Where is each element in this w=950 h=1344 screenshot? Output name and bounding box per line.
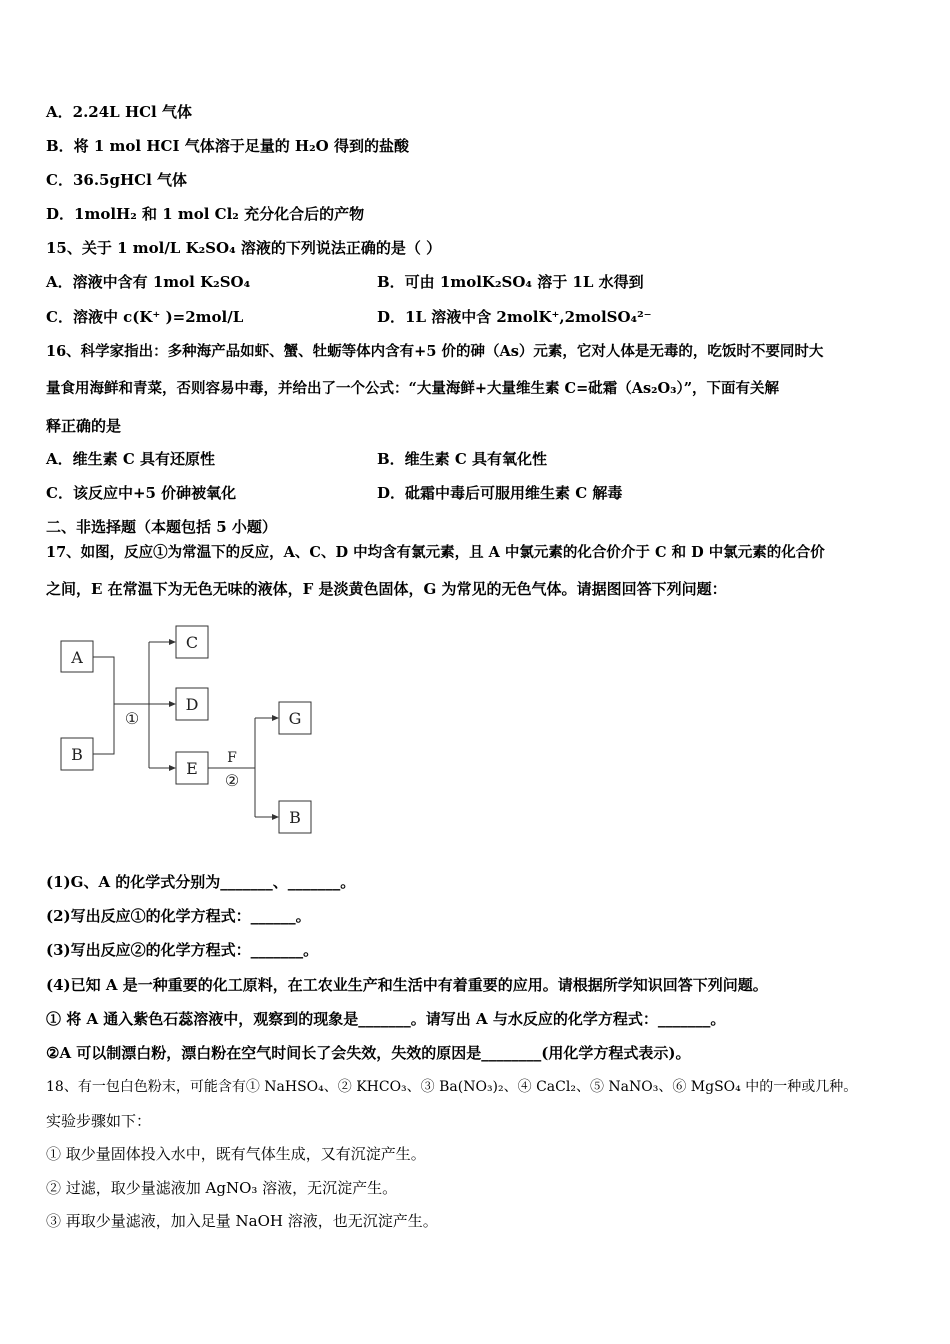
q17-part-1: (1)G、A 的化学式分别为_______、_______。 bbox=[46, 873, 356, 891]
q14-option-d: D．1molH₂ 和 1 mol Cl₂ 充分化合后的产物 bbox=[46, 205, 365, 223]
q17-part-4-1: ① 将 A 通入紫色石蕊溶液中，观察到的现象是_______。请写出 A 与水反应的化学方程式：_______。 bbox=[46, 1010, 726, 1028]
arrowhead-e bbox=[169, 765, 176, 771]
q18-steps-title: 实验步骤如下： bbox=[46, 1112, 152, 1130]
reagent-f-label: F bbox=[227, 750, 237, 766]
q18-step-1: ① 取少量固体投入水中，既有气体生成，又有沉淀产生。 bbox=[46, 1145, 426, 1163]
box-c-label: C bbox=[185, 633, 199, 652]
q15-option-c: C．溶液中 c(K⁺ )=2mol/L bbox=[46, 308, 244, 326]
q14-option-c: C．36.5gHCl 气体 bbox=[46, 171, 187, 189]
q15-option-d: D．1L 溶液中含 2molK⁺,2molSO₄²⁻ bbox=[377, 308, 652, 326]
box-b-left-label: B bbox=[71, 745, 83, 764]
q14-option-b: B．将 1 mol HCI 气体溶于足量的 H₂O 得到的盐酸 bbox=[46, 137, 409, 155]
reaction-2-label: ② bbox=[224, 771, 240, 790]
q16-stem-line-1: 16、科学家指出：多种海产品如虾、蟹、牡蛎等体内含有+5 价的砷（As）元素，它对人体是无毒的，吃饭时不要同时大 bbox=[46, 343, 824, 360]
q15-option-a: A．溶液中含有 1mol K₂SO₄ bbox=[46, 273, 251, 291]
box-d-label: D bbox=[185, 695, 199, 714]
box-e-label: E bbox=[186, 759, 198, 778]
q15-option-row-1 bbox=[46, 272, 906, 292]
reaction-1-label: ① bbox=[124, 709, 140, 728]
q15-stem: 15、关于 1 mol/L K₂SO₄ 溶液的下列说法正确的是（ ） bbox=[46, 239, 442, 257]
q17-stem-line-1: 17、如图，反应①为常温下的反应，A、C、D 中均含有氯元素，且 A 中氯元素的化合价介于 C 和 D 中氯元素的化合价 bbox=[46, 544, 825, 561]
q18-stem: 18、有一包白色粉末，可能含有① NaHSO₄、② KHCO₃、③ Ba(NO₃)₂、④ CaCl₂、⑤ NaNO₃、⑥ MgSO₄ 中的一种或几种。 bbox=[46, 1079, 858, 1095]
q16-stem-line-3: 释正确的是 bbox=[46, 417, 122, 435]
arrowhead-g bbox=[272, 715, 279, 721]
q16-option-row-2 bbox=[46, 483, 906, 503]
q16-option-c: C．该反应中+5 价砷被氧化 bbox=[46, 484, 237, 502]
q16-option-row-1 bbox=[46, 449, 906, 469]
q18-step-2: ② 过滤，取少量滤液加 AgNO₃ 溶液，无沉淀产生。 bbox=[46, 1179, 398, 1197]
reaction-flow-diagram bbox=[50, 620, 330, 845]
box-g-label: G bbox=[288, 709, 302, 728]
q15-option-b: B．可由 1molK₂SO₄ 溶于 1L 水得到 bbox=[377, 273, 644, 291]
q16-option-d: D．砒霜中毒后可服用维生素 C 解毒 bbox=[377, 484, 623, 502]
q16-option-a: A．维生素 C 具有还原性 bbox=[46, 450, 216, 468]
q14-option-a: A．2.24L HCl 气体 bbox=[46, 103, 192, 121]
q16-option-b: B．维生素 C 具有氧化性 bbox=[377, 450, 548, 468]
q17-part-3: (3)写出反应②的化学方程式：_______。 bbox=[46, 941, 319, 959]
arrowhead-c bbox=[169, 639, 176, 645]
q17-part-4-2: ②A 可以制漂白粉，漂白粉在空气时间长了会失效，失效的原因是________(用化学方程式表示)。 bbox=[46, 1044, 691, 1062]
q15-option-row-2 bbox=[46, 307, 906, 327]
arrowhead-b-right bbox=[272, 814, 279, 820]
q17-stem-line-2: 之间，E 在常温下为无色无味的液体，F 是淡黄色固体，G 为常见的无色气体。请据图回答下列问题： bbox=[46, 580, 727, 598]
q16-stem-line-2: 量食用海鲜和青菜，否则容易中毒，并给出了一个公式：“大量海鲜+大量维生素 C=砒霜（As₂O₃）”，下面有关解 bbox=[46, 380, 780, 397]
arrowhead-d bbox=[169, 701, 176, 707]
q17-part-4: (4)已知 A 是一种重要的化工原料，在工农业生产和生活中有着重要的应用。请根据所学知识回答下列问题。 bbox=[46, 976, 768, 994]
q17-part-2: (2)写出反应①的化学方程式：______。 bbox=[46, 907, 311, 925]
q18-step-3: ③ 再取少量滤液，加入足量 NaOH 溶液，也无沉淀产生。 bbox=[46, 1212, 438, 1230]
box-a-label: A bbox=[71, 648, 83, 667]
connector-ab-merge bbox=[93, 657, 114, 754]
section-2-heading: 二、非选择题（本题包括 5 小题） bbox=[46, 518, 277, 536]
box-b-right-label: B bbox=[289, 808, 301, 827]
